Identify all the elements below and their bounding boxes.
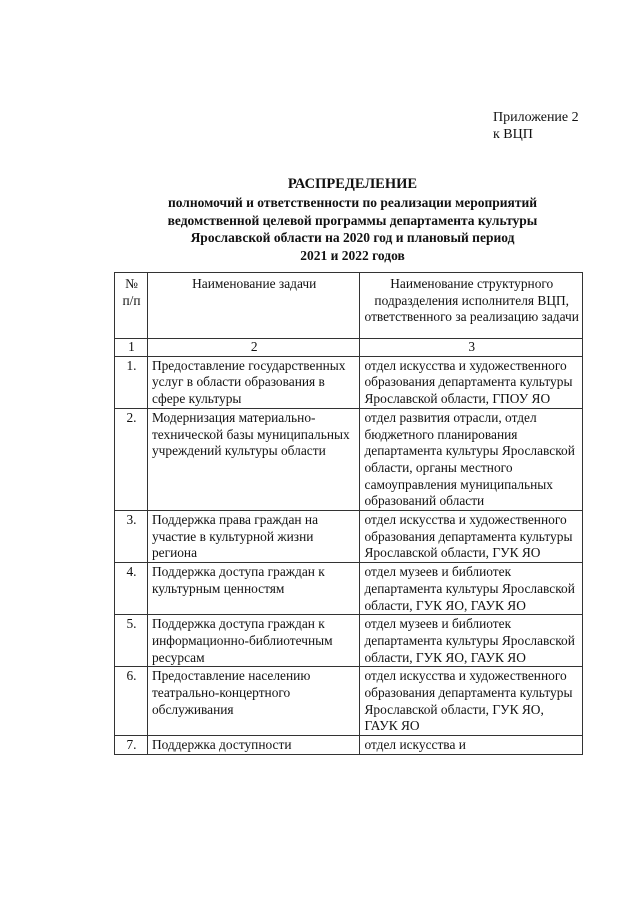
row-task: Поддержка доступа граждан к культурным ценностям <box>147 563 360 615</box>
row-number: 2. <box>115 408 148 510</box>
row-executor: отдел искусства и <box>360 736 583 755</box>
appendix-line-2: к ВЦП <box>493 127 533 142</box>
row-number: 5. <box>115 615 148 667</box>
table-header-row <box>115 273 583 339</box>
row-task: Поддержка права граждан на участие в культурной жизни региона <box>147 511 360 563</box>
header-executor: Наименование структурного подразделения исполнителя ВЦП, ответственного за реализацию задачи <box>360 273 583 339</box>
row-number: 6. <box>115 667 148 736</box>
heading-line: 2021 и 2022 годов <box>300 247 405 263</box>
row-task: Поддержка доступности <box>147 736 360 755</box>
row-number: 1. <box>115 356 148 408</box>
distribution-table <box>114 272 583 755</box>
column-number: 1 <box>115 339 148 357</box>
row-executor: отдел искусства и художественного образования департамента культуры Ярославской области, ГПОУ ЯО <box>360 356 583 408</box>
appendix-note <box>493 109 613 143</box>
header-number: № п/п <box>115 273 148 339</box>
row-task: Предоставление государственных услуг в области образования в сфере культуры <box>147 356 360 408</box>
header-task: Наименование задачи <box>147 273 360 339</box>
document-heading <box>80 175 625 264</box>
heading-line: полномочий и ответственности по реализации мероприятий <box>167 195 538 210</box>
row-executor: отдел развития отрасли, отдел бюджетного планирования департамента культуры Ярославской области, органы местного самоуправления муниципальных образований области <box>360 408 583 510</box>
table-row <box>115 736 583 755</box>
row-task: Поддержка доступа граждан к информационно-библиотечным ресурсам <box>147 615 360 667</box>
heading-main: РАСПРЕДЕЛЕНИЕ <box>287 176 418 192</box>
row-executor: отдел искусства и художественного образования департамента культуры Ярославской области, ГУК ЯО, ГАУК ЯО <box>360 667 583 736</box>
row-executor: отдел музеев и библиотек департамента культуры Ярославской области, ГУК ЯО, ГАУК ЯО <box>360 563 583 615</box>
row-number: 4. <box>115 563 148 615</box>
row-number: 3. <box>115 511 148 563</box>
table-row <box>115 356 583 408</box>
table-row <box>115 563 583 615</box>
table-row <box>115 408 583 510</box>
table-row <box>115 511 583 563</box>
row-task: Предоставление населению театрально-концертного обслуживания <box>147 667 360 736</box>
table-row <box>115 615 583 667</box>
table-row <box>115 667 583 736</box>
column-number: 2 <box>147 339 360 357</box>
row-executor: отдел музеев и библиотек департамента культуры Ярославской области, ГУК ЯО, ГАУК ЯО <box>360 615 583 667</box>
heading-line: Ярославской области на 2020 год и плановый период <box>190 230 515 245</box>
heading-line: ведомственной целевой программы департамента культуры <box>167 212 538 228</box>
column-number: 3 <box>360 339 583 357</box>
row-task: Модернизация материально-технической базы муниципальных учреждений культуры области <box>147 408 360 510</box>
row-number: 7. <box>115 736 148 755</box>
table-index-row <box>115 339 583 357</box>
appendix-line-1: Приложение 2 <box>493 110 579 125</box>
row-executor: отдел искусства и художественного образования департамента культуры Ярославской области, ГУК ЯО <box>360 511 583 563</box>
